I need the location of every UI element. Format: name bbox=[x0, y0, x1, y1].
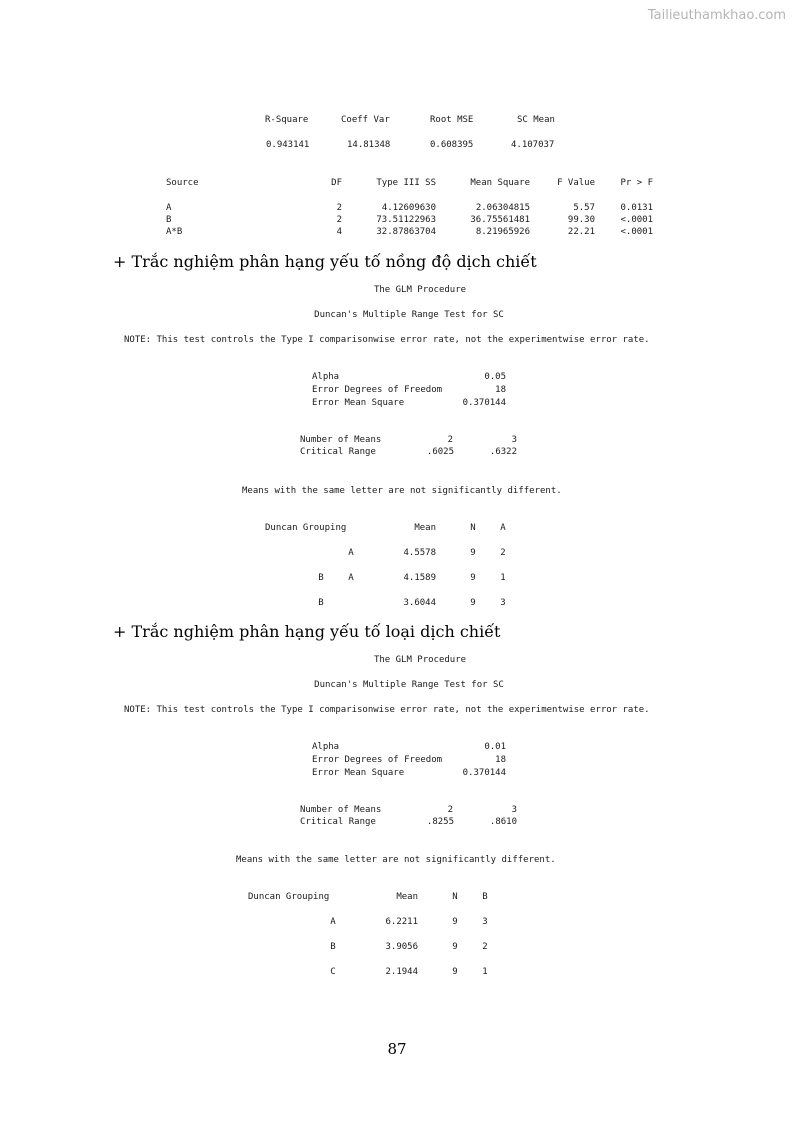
nmeans-value: 3 bbox=[511, 805, 517, 815]
mse-value: 0.370144 bbox=[462, 768, 506, 778]
group-mean: 4.1589 bbox=[403, 573, 436, 583]
group-mean: 3.6044 bbox=[403, 598, 436, 608]
anova-cell: 2.06304815 bbox=[475, 203, 530, 213]
means-note: Means with the same letter are not significantly different. bbox=[242, 486, 562, 496]
fit-header: Coeff Var bbox=[341, 115, 390, 125]
grouping-letter: B bbox=[318, 598, 324, 608]
nmeans-value: 2 bbox=[447, 805, 453, 815]
procedure-title: The GLM Procedure bbox=[373, 285, 467, 295]
crange-value: .6025 bbox=[426, 447, 454, 457]
anova-header: Pr > F bbox=[620, 178, 653, 188]
group-mean: 4.5578 bbox=[403, 548, 436, 558]
mse-value: 0.370144 bbox=[462, 398, 506, 408]
group-n: 9 bbox=[470, 598, 476, 608]
group-header: B bbox=[482, 892, 488, 902]
anova-cell: 4 bbox=[336, 227, 342, 237]
grouping-letter: A bbox=[348, 548, 354, 558]
group-header: N bbox=[452, 892, 458, 902]
fit-header: Root MSE bbox=[430, 115, 474, 125]
anova-cell: 2 bbox=[336, 203, 342, 213]
fit-value: 4.107037 bbox=[511, 140, 555, 150]
watermark: Tailieuthamkhao.com bbox=[647, 8, 786, 23]
anova-cell: 73.51122963 bbox=[376, 215, 436, 225]
mse-label: Error Mean Square bbox=[312, 398, 405, 408]
group-n: 9 bbox=[452, 967, 458, 977]
group-n: 9 bbox=[452, 917, 458, 927]
duncan-section-2 bbox=[0, 654, 794, 984]
anova-header: DF bbox=[331, 178, 342, 188]
fit-value: 0.943141 bbox=[266, 140, 310, 150]
group-header: Mean bbox=[396, 892, 418, 902]
nmeans-value: 3 bbox=[511, 435, 517, 445]
test-title: Duncan's Multiple Range Test for SC bbox=[314, 680, 504, 690]
anova-cell: 32.87863704 bbox=[376, 227, 436, 237]
procedure-title: The GLM Procedure bbox=[373, 655, 467, 665]
anova-cell: 99.30 bbox=[567, 215, 595, 225]
fit-value: 14.81348 bbox=[347, 140, 391, 150]
anova-header: Mean Square bbox=[470, 178, 530, 188]
grouping-letter: B bbox=[330, 942, 336, 952]
alpha-label: Alpha bbox=[312, 372, 340, 382]
fit-header: R-Square bbox=[265, 115, 309, 125]
test-note: NOTE: This test controls the Type I comparisonwise error rate, not the experimentwise error rate. bbox=[124, 705, 650, 715]
grouping-letter: B bbox=[318, 573, 324, 583]
group-n: 9 bbox=[452, 942, 458, 952]
anova-cell: 36.75561481 bbox=[470, 215, 530, 225]
crange-label: Critical Range bbox=[300, 447, 376, 457]
df-label: Error Degrees of Freedom bbox=[312, 385, 443, 395]
anova-cell: 4.12609630 bbox=[381, 203, 436, 213]
anova-header: Source bbox=[166, 178, 199, 188]
group-level: 2 bbox=[500, 548, 506, 558]
group-mean: 6.2211 bbox=[385, 917, 418, 927]
nmeans-value: 2 bbox=[447, 435, 453, 445]
group-level: 1 bbox=[500, 573, 506, 583]
group-header: Mean bbox=[414, 523, 436, 533]
anova-cell: A*B bbox=[166, 227, 183, 237]
alpha-value: 0.05 bbox=[484, 372, 506, 382]
alpha-value: 0.01 bbox=[484, 742, 506, 752]
anova-cell: A bbox=[166, 203, 172, 213]
df-value: 18 bbox=[495, 755, 506, 765]
fit-value: 0.608395 bbox=[430, 140, 474, 150]
group-mean: 2.1944 bbox=[385, 967, 418, 977]
means-note: Means with the same letter are not significantly different. bbox=[236, 855, 556, 865]
grouping-letter: A bbox=[330, 917, 336, 927]
anova-cell: 22.21 bbox=[567, 227, 595, 237]
anova-cell: <.0001 bbox=[620, 215, 653, 225]
crange-value: .8255 bbox=[426, 817, 454, 827]
group-level: 3 bbox=[482, 917, 488, 927]
group-level: 2 bbox=[482, 942, 488, 952]
test-title: Duncan's Multiple Range Test for SC bbox=[314, 310, 504, 320]
anova-table bbox=[0, 177, 794, 243]
crange-label: Critical Range bbox=[300, 817, 376, 827]
section-heading: + Trắc nghiệm phân hạng yếu tố loại dịch chiết bbox=[113, 622, 501, 641]
crange-value: .8610 bbox=[489, 817, 517, 827]
anova-header: F Value bbox=[557, 178, 595, 188]
anova-cell: <.0001 bbox=[620, 227, 653, 237]
group-header: N bbox=[470, 523, 476, 533]
alpha-label: Alpha bbox=[312, 742, 340, 752]
group-header: Duncan Grouping bbox=[248, 892, 330, 902]
mse-label: Error Mean Square bbox=[312, 768, 405, 778]
grouping-letter: A bbox=[348, 573, 354, 583]
anova-header: Type III SS bbox=[376, 178, 436, 188]
nmeans-label: Number of Means bbox=[300, 805, 382, 815]
duncan-section-1 bbox=[0, 284, 794, 614]
test-note: NOTE: This test controls the Type I comparisonwise error rate, not the experimentwise error rate. bbox=[124, 335, 650, 345]
nmeans-label: Number of Means bbox=[300, 435, 382, 445]
group-n: 9 bbox=[470, 548, 476, 558]
page-number: 87 bbox=[387, 1040, 407, 1058]
group-header: A bbox=[500, 523, 506, 533]
anova-cell: 2 bbox=[336, 215, 342, 225]
group-mean: 3.9056 bbox=[385, 942, 418, 952]
anova-cell: B bbox=[166, 215, 172, 225]
group-n: 9 bbox=[470, 573, 476, 583]
section-heading: + Trắc nghiệm phân hạng yếu tố nồng độ dịch chiết bbox=[113, 252, 537, 271]
fit-header: SC Mean bbox=[517, 115, 555, 125]
anova-cell: 5.57 bbox=[573, 203, 595, 213]
group-level: 3 bbox=[500, 598, 506, 608]
grouping-letter: C bbox=[330, 967, 336, 977]
fit-statistics bbox=[0, 114, 794, 154]
crange-value: .6322 bbox=[489, 447, 517, 457]
df-value: 18 bbox=[495, 385, 506, 395]
group-header: Duncan Grouping bbox=[265, 523, 347, 533]
df-label: Error Degrees of Freedom bbox=[312, 755, 443, 765]
anova-cell: 0.0131 bbox=[620, 203, 653, 213]
anova-cell: 8.21965926 bbox=[475, 227, 530, 237]
group-level: 1 bbox=[482, 967, 488, 977]
